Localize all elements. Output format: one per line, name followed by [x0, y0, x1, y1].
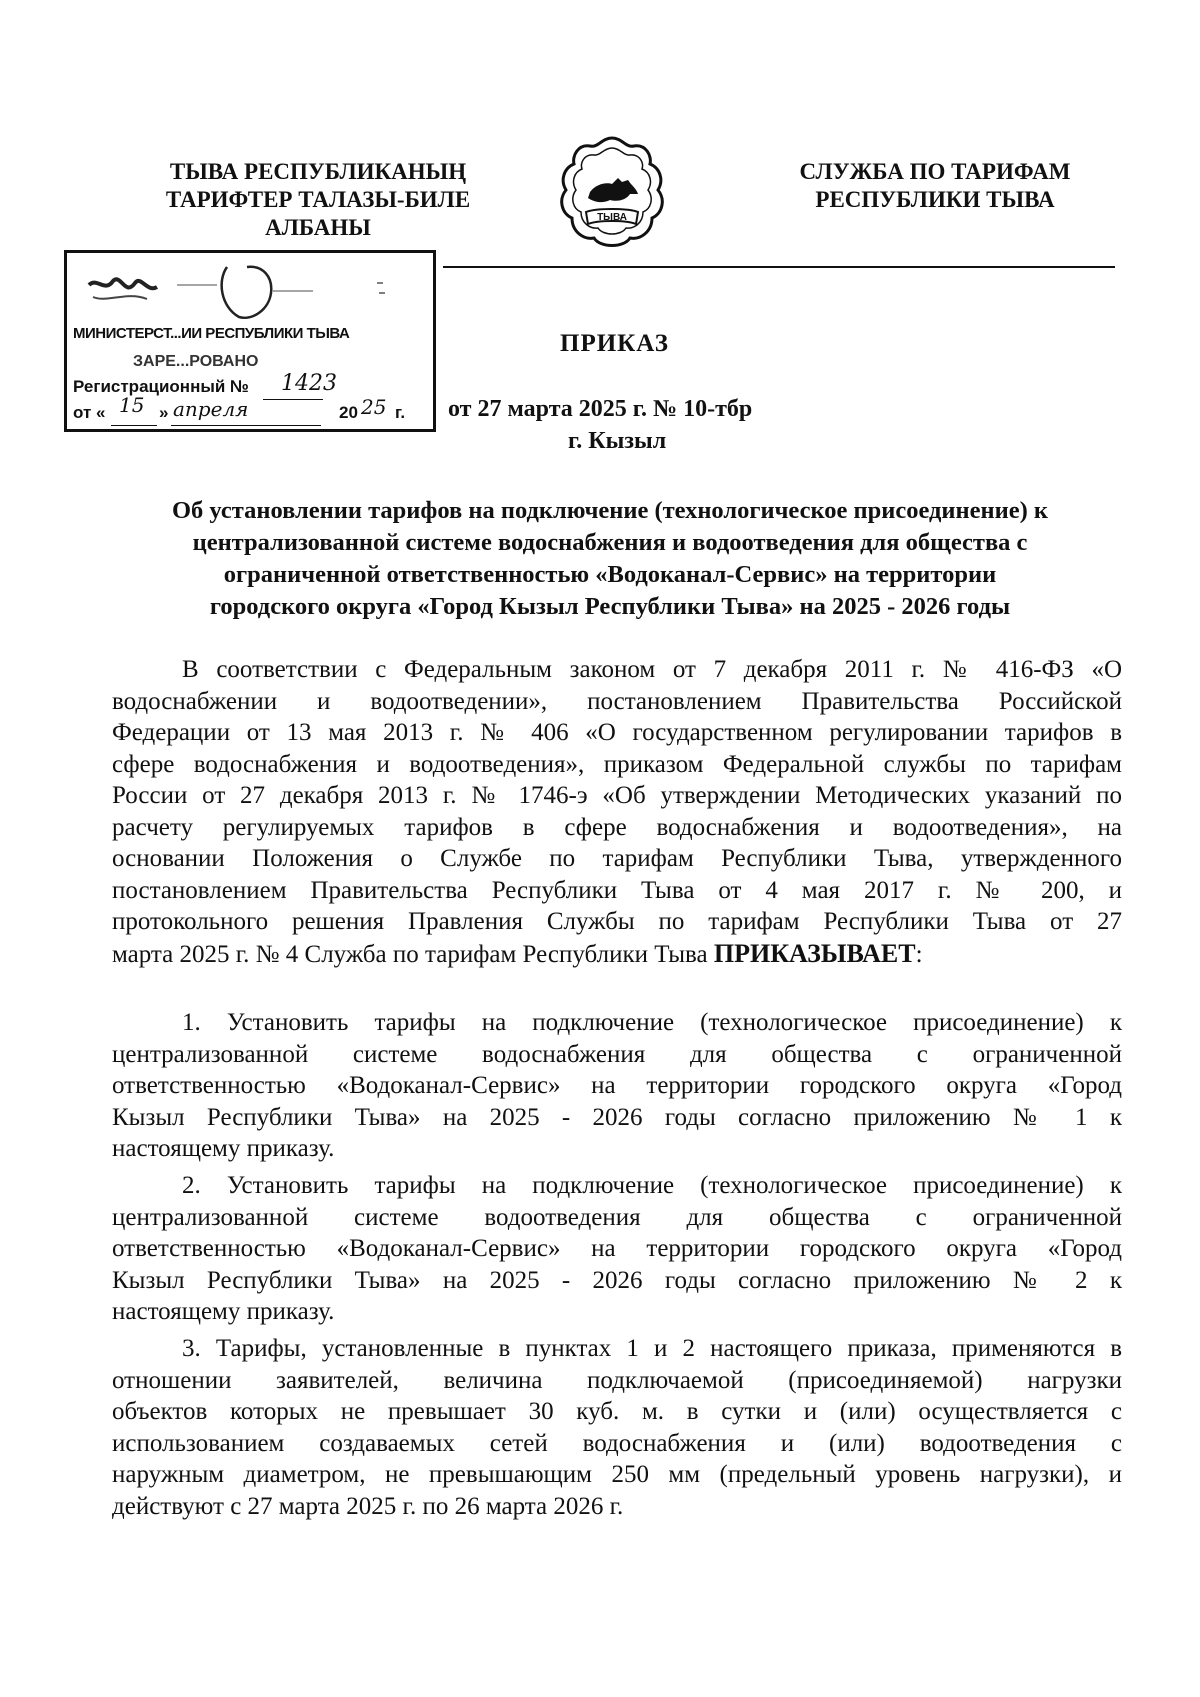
paragraph-line: Федерации от 13 мая 2013 г. № 406 «О государственном регулировании тарифов в — [112, 719, 1122, 746]
paragraph-line: 2. Установить тарифы на подключение (технологическое присоединение) к — [182, 1172, 1122, 1199]
stamp-date-day: 15 — [119, 393, 145, 417]
stamp-date-month: апреля — [173, 397, 249, 421]
document-title-line: городского округа «Город Кызыл Республики Тыва» на 2025 - 2026 годы — [209, 593, 1011, 620]
stamp-underline — [263, 399, 323, 400]
document-title-line: Об установлении тарифов на подключение (технологическое присоединение) к — [171, 497, 1049, 524]
header-rule — [443, 266, 1115, 268]
stamp-date-suffix: г. — [395, 403, 406, 422]
orders-colon: : — [915, 940, 923, 968]
document-title-line: ограниченной ответственностью «Водоканал-Сервис» на территории — [223, 561, 997, 588]
stamp-registered-label: ЗАРЕ...РОВАНО — [133, 353, 259, 370]
orders-emphasis: ПРИКАЗЫВАЕТ — [713, 938, 916, 968]
paragraph-line: централизованной системе водоотведения для общества с ограниченной — [112, 1203, 1122, 1231]
stamp-date-year-prefix: 20 — [339, 403, 358, 422]
order-city: г. Кызыл — [568, 428, 667, 454]
paragraph-line: протокольного решения Правления Службы по тарифам Республики Тыва от 27 — [112, 908, 1122, 935]
paragraph-line: Кызыл Республики Тыва» на 2025 - 2026 годы согласно приложению № 1 к — [112, 1103, 1122, 1131]
header-left-line: ТЫВА РЕСПУБЛИКАНЫҢ — [169, 159, 467, 184]
order-item-3 — [112, 1333, 1122, 1522]
paragraph-last-line: настоящему приказу. — [112, 1298, 335, 1325]
paragraph-line: наружным диаметром, не превышающим 250 мм (предельный уровень нагрузки), и — [112, 1461, 1122, 1488]
paragraph-line: 3. Тарифы, установленные в пунктах 1 и 2 настоящего приказа, применяются в — [182, 1335, 1122, 1362]
order-item-1 — [112, 1007, 1122, 1165]
stamp-registration-number: 1423 — [281, 371, 337, 396]
header-right-line: СЛУЖБА ПО ТАРИФАМ — [799, 159, 1071, 184]
document-title-line: централизованной системе водоснабжения и водоотведения для общества с — [192, 529, 1028, 556]
paragraph-last-line — [112, 938, 1122, 971]
paragraph-line: ответственностью «Водоканал-Сервис» на территории городского округа «Город — [112, 1235, 1122, 1262]
stamp-seal-scribble-icon — [77, 263, 417, 323]
paragraph-last-line: действуют с 27 марта 2025 г. по 26 марта 2026 г. — [112, 1492, 624, 1520]
stamp-date-quote: » — [159, 403, 169, 422]
stamp-date-year: 25 — [361, 395, 387, 419]
paragraph-line: ответственностью «Водоканал-Сервис» на территории городского округа «Город — [112, 1072, 1122, 1099]
stamp-underline — [111, 425, 157, 426]
paragraph-line: водоснабжении и водоотведении», постановлением Правительства Российской — [112, 687, 1122, 715]
paragraph-line: сфере водоснабжения и водоотведения», приказом Федеральной службы по тарифам — [112, 750, 1122, 778]
emblem-label: ТЫВА — [597, 212, 627, 223]
preamble-paragraph — [112, 654, 1122, 970]
paragraph-line: отношении заявителей, величина подключаемой (присоединяемой) нагрузки — [112, 1366, 1122, 1394]
order-item-2 — [112, 1170, 1122, 1328]
header-right-line: РЕСПУБЛИКИ ТЫВА — [815, 187, 1055, 212]
registration-stamp — [64, 250, 436, 432]
header-left-line: АЛБАНЫ — [265, 215, 371, 240]
paragraph-line: основании Положения о Службе по тарифам Республики Тыва, утвержденного — [112, 845, 1122, 872]
paragraph-last-line: настоящему приказу. — [112, 1135, 335, 1162]
document-title — [100, 495, 1120, 623]
paragraph-line: России от 27 декабря 2013 г. № 1746-э «Об утверждении Методических указаний по — [112, 782, 1122, 809]
stamp-ministry-label: МИНИСТЕРСТ...ИИ РЕСПУБЛИКИ ТЫВА — [73, 325, 350, 342]
paragraph-line: постановлением Правительства Республики Тыва от 4 мая 2017 г. № 200, и — [112, 876, 1122, 904]
paragraph-line: централизованной системе водоснабжения для общества с ограниченной — [112, 1040, 1122, 1068]
paragraph-line-text: марта 2025 г. № 4 Служба по тарифам Республики Тыва — [112, 940, 708, 968]
stamp-date-prefix: от « — [73, 403, 106, 422]
paragraph-line: 1. Установить тарифы на подключение (технологическое присоединение) к — [182, 1009, 1122, 1036]
stamp-underline — [171, 425, 321, 426]
paragraph-line: использованием создаваемых сетей водоснабжения и (или) водоотведения с — [112, 1429, 1122, 1457]
header-left-tuvan — [138, 158, 498, 242]
header-left-line: ТАРИФТЕР ТАЛАЗЫ-БИЛЕ — [165, 187, 471, 212]
order-date-number: от 27 марта 2025 г. № 10-тбр — [448, 396, 753, 422]
paragraph-line: расчету регулируемых тарифов в сфере водоснабжения и водоотведения», на — [112, 813, 1122, 841]
emblem-icon — [556, 134, 668, 254]
stamp-registration-label: Регистрационный № — [73, 377, 249, 396]
paragraph-line: объектов которых не превышает 30 куб. м. в сутки и (или) осуществляется с — [112, 1398, 1122, 1425]
paragraph-line: В соответствии с Федеральным законом от 7 декабря 2011 г. № 416-ФЗ «О — [182, 656, 1122, 683]
paragraph-line: Кызыл Республики Тыва» на 2025 - 2026 годы согласно приложению № 2 к — [112, 1266, 1122, 1294]
order-title: ПРИКАЗ — [560, 330, 669, 357]
header-right-russian — [770, 158, 1100, 214]
